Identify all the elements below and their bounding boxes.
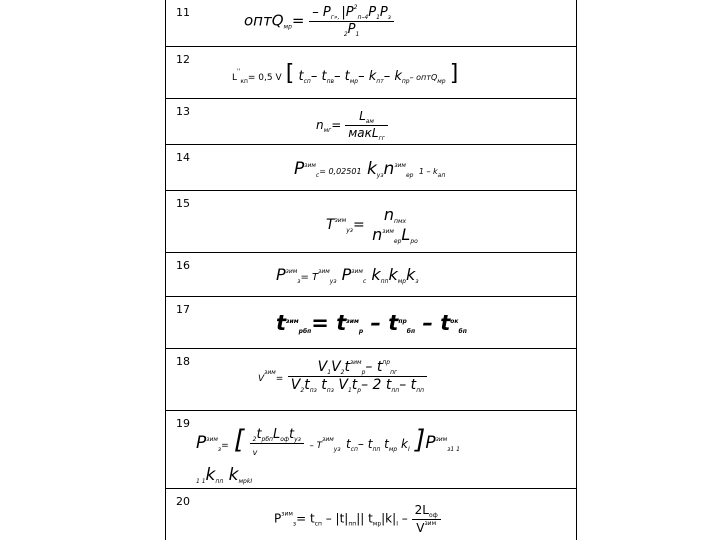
- row-14: [166, 144, 576, 191]
- formula-19-line-2: $_{1 1}k_{пп}$ $k_{мрkI}$: [196, 465, 253, 485]
- row-number: 15: [176, 197, 190, 210]
- formula-13: $n_{мг}=$ $\frac{L_{ам}}{макL_{гг}}$: [316, 109, 388, 142]
- formula-15: $T^{зим}_{уз}=$ $n_{пмх}$ $n^{зим}_{ер}L_{ро}$: [326, 205, 418, 245]
- row-16: [166, 252, 576, 297]
- row-number: 19: [176, 417, 190, 430]
- formula-19: $P^{зим}_з=$ [ $\frac{_2t_{рбп}L_{оф}t_{уз}}{v}$ – $T^{зим}_{уз}$ $t_{сп}-$ $t_{пп}$ $t_{мр}$ $k_I$ ]$P^{зим}_{з1 1}$: [196, 425, 460, 457]
- formula-11: оптQ$_{мр}$= $\frac{- P_{г»,} |P^2_{п-4}P_1P_з}{_2P_1}$: [244, 4, 394, 38]
- row-number: 14: [176, 151, 190, 164]
- row-19: [166, 410, 576, 489]
- row-number: 17: [176, 303, 190, 316]
- row-15: [166, 190, 576, 253]
- row-17: [166, 296, 576, 349]
- row-20: [166, 488, 576, 541]
- row-number: 13: [176, 105, 190, 118]
- row-12: [166, 46, 576, 99]
- formula-16: $P^{зим}_з= T^{зим}_{уз}$ $P^{зим}_с$ $k_{пп}k_{мр}k_з$: [276, 265, 419, 285]
- formula-17: $t^{зим}_{рбп}= t^{зим}_р - t^{пр}_{бп} - t^{ок}_{бп}$: [276, 311, 467, 335]
- row-11: [166, 0, 576, 46]
- row-number: 16: [176, 259, 190, 272]
- row-number: 11: [176, 6, 190, 19]
- row-number: 12: [176, 53, 190, 66]
- formula-14: $P^{зим}_с= 0,02501$ $k_{уз}n^{зим}_{ер}$ $1 - k_{ап}$: [294, 159, 446, 179]
- row-number: 18: [176, 355, 190, 368]
- row-18: [166, 348, 576, 411]
- formula-18: $V^{зим}=$ $\frac{V_1V_2t^{зим}_р- t^{пр}_{пг}}{V_2t_{пз} t_{пз} V_1t_р- 2 t_{пп}- t_{пп}}$: [258, 359, 427, 394]
- row-13: [166, 98, 576, 145]
- formula-table: [165, 0, 577, 540]
- formula-20: $P^{зим}_з= t_{сп} - |t|_{пп}||$ $t_{мр}|k|_I$ – $\frac{2L_{оф}}{V^{зим}}$: [274, 503, 441, 535]
- formula-12: $L''_{кп}= 0,5$ V [ $t_{сп}-$ $t_{пв}-$ $t_{мр}-$ $k_{пт}-$ $k_{пр}-$ оптQ$_{мр}$ ]: [232, 61, 459, 86]
- row-number: 20: [176, 495, 190, 508]
